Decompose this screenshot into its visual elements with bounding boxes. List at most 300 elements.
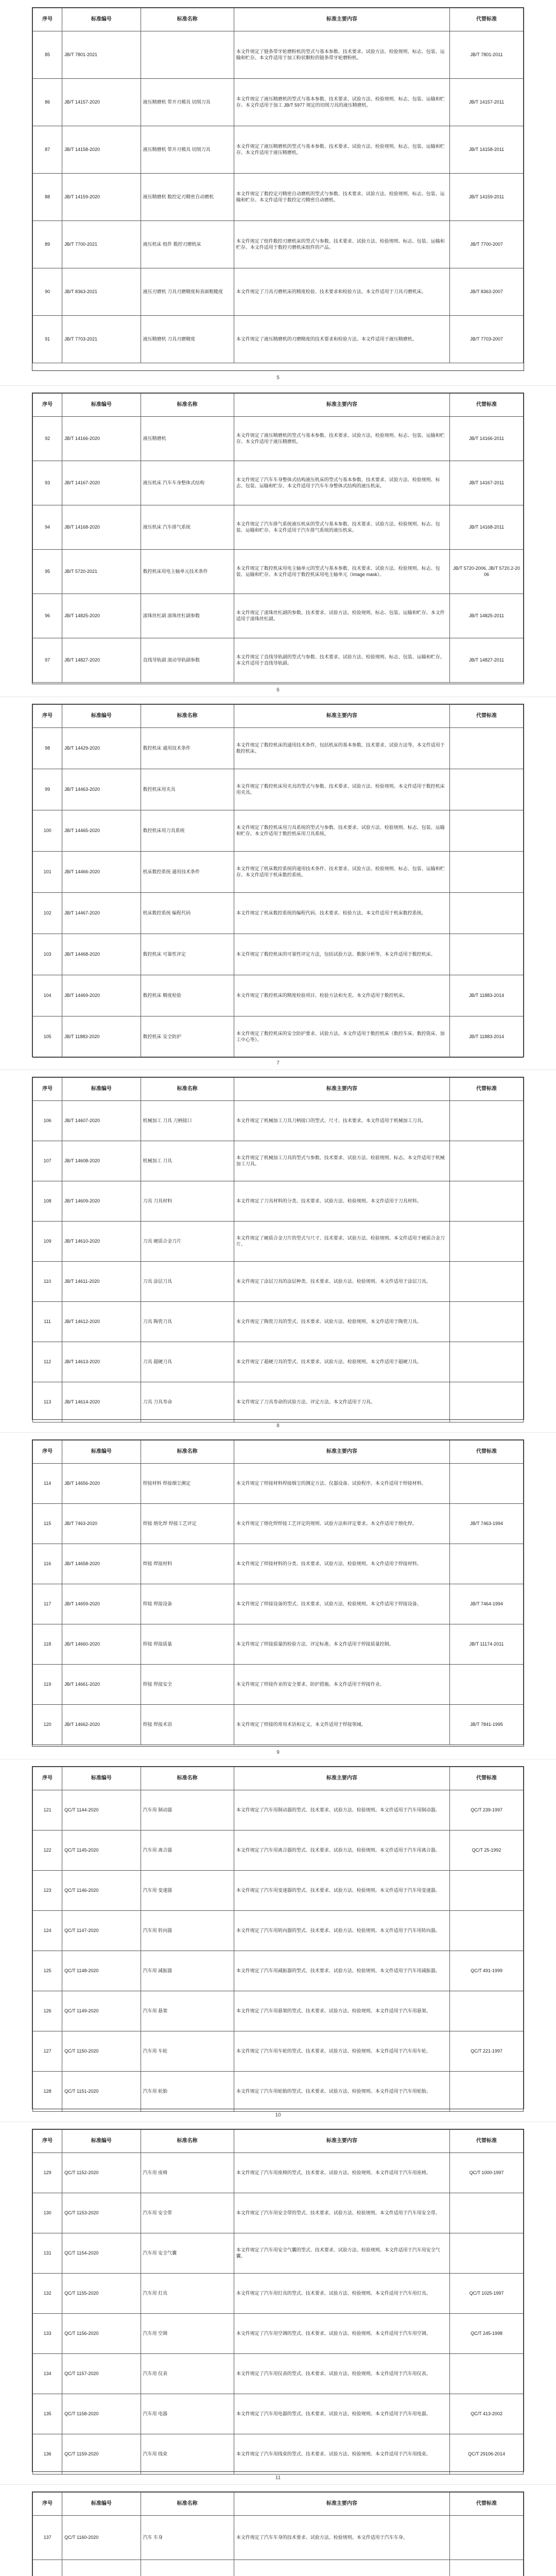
cell-replace: QC/T 245-1998 <box>450 2314 524 2354</box>
standards-table <box>32 1077 524 1422</box>
cell-code: JB/T 14467-2020 <box>62 893 141 934</box>
header-code: 标准编号 <box>62 705 141 728</box>
cell-code: JB/T 7801-2021 <box>62 31 141 79</box>
standards-table <box>32 2129 524 2475</box>
cell-content: 本文件规定了硬质合金刀片的型式与尺寸、技术要求、试验方法、检验规则。本文件适用于硬质合金刀片。 <box>234 1222 449 1262</box>
cell-content: 本文件规定了刀具刃磨机床的精度检验、技术要求和检验方法。本文件适用于刀具刃磨机床。 <box>234 268 449 316</box>
table-row <box>33 975 524 1016</box>
cell-no: 111 <box>33 1302 62 1342</box>
cell-no: 97 <box>33 638 62 683</box>
table-row <box>33 126 524 174</box>
cell-replace <box>450 2354 524 2394</box>
cell-replace: JB/T 7463-1994 <box>450 1504 524 1544</box>
cell-name: 焊接 焊接材料 <box>141 1544 234 1584</box>
cell-no: 115 <box>33 1504 62 1544</box>
cell-code: JB/T 14609-2020 <box>62 1181 141 1222</box>
cell-no: 130 <box>33 2193 62 2233</box>
cell-name: 刀具 陶瓷刀具 <box>141 1302 234 1342</box>
cell-content: 本文件规定了液压精磨机的刃磨精度的技术要求和检验方法。本文件适用于液压精磨机。 <box>234 316 449 363</box>
cell-content: 本文件规定了焊接质量的检验方法、评定标准。本文件适用于焊接质量控制。 <box>234 1624 449 1665</box>
cell-replace: QC/T 1025-1997 <box>450 2274 524 2314</box>
cell-replace <box>450 2193 524 2233</box>
cell-no: 132 <box>33 2274 62 2314</box>
cell-code: JB/T 14656-2020 <box>62 1464 141 1504</box>
cell-code: JB/T 14659-2020 <box>62 1584 141 1624</box>
cell-content: 本文件规定了汽车用车轮的型式、技术要求、试验方法、检验规则。本文件适用于汽车用车轮。 <box>234 2031 449 2072</box>
cell-code: JB/T 14469-2020 <box>62 975 141 1016</box>
cell-replace <box>450 934 524 975</box>
cell-replace: QC/T 29106-2014 <box>450 2434 524 2475</box>
cell-content: 本文件规定了链条带牙轮磨粉机的型式与基本参数、技术要求、试验方法、检验规则、标志、包装、运输和贮存。本文件适用于加工粉状颗粒的链条带牙轮磨粉机。 <box>234 31 449 79</box>
cell-content: 本文件规定了焊接设备的型式、技术要求、试验方法、检验规则。本文件适用于焊接设备。 <box>234 1584 449 1624</box>
cell-content: 本文件规定了汽车排气系统液压机床的型式与基本参数、技术要求、试验方法、检验规则、标志、包装、运输和贮存。本文件适用于汽车排气系统的液压机床。 <box>234 505 449 550</box>
table-row <box>33 1584 524 1624</box>
header-name: 标准名称 <box>141 2130 234 2153</box>
header-name: 标准名称 <box>141 1767 234 1790</box>
cell-content: 本文件规定了汽车用座椅的型式、技术要求、试验方法、检验规则。本文件适用于汽车用座椅。 <box>234 2153 449 2193</box>
cell-no: 125 <box>33 1951 62 1991</box>
cell-no: 116 <box>33 1544 62 1584</box>
page-separator <box>0 1432 556 1433</box>
table-row <box>33 1831 524 1871</box>
cell-replace <box>450 728 524 769</box>
page-number: 5 <box>276 375 280 381</box>
table-row <box>33 1382 524 1422</box>
cell-code: JB/T 14168-2020 <box>62 505 141 550</box>
standards-table <box>32 704 524 1058</box>
cell-no: 133 <box>33 2314 62 2354</box>
cell-no: 122 <box>33 1831 62 1871</box>
cell-name: 焊接 焊接术语 <box>141 1705 234 1745</box>
cell-code: JB/T 14608-2020 <box>62 1141 141 1181</box>
header-code: 标准编号 <box>62 1767 141 1790</box>
cell-replace <box>450 2560 524 2576</box>
table-row <box>33 1665 524 1705</box>
cell-name: 数控机床 精度检验 <box>141 975 234 1016</box>
cell-replace <box>450 1464 524 1504</box>
table-row <box>33 1302 524 1342</box>
header-content: 标准主要内容 <box>234 2130 449 2153</box>
cell-content: 本文件规定了数控机床的精度检验项目、检验方法和允差。本文件适用于数控机床。 <box>234 975 449 1016</box>
cell-replace <box>450 1911 524 1951</box>
cell-content: 本文件规定了数控定刃精密自动磨机的型式与参数、技术要求、试验方法、检验规则、标志、包装、运输和贮存。本文件适用于数控定刃精密自动磨机。 <box>234 174 449 221</box>
header-replace: 代替标准 <box>450 1767 524 1790</box>
cell-code: JB/T 14167-2020 <box>62 461 141 505</box>
cell-name: 数控机床用电主轴单元技术条件 <box>141 550 234 594</box>
table-row <box>33 1222 524 1262</box>
header-replace: 代替标准 <box>450 394 524 417</box>
cell-replace <box>450 1141 524 1181</box>
cell-replace <box>450 810 524 852</box>
cell-content: 本文件规定了机床数控系统的编程代码、技术要求、检验方法。本文件适用于机床数控系统。 <box>234 893 449 934</box>
cell-content: 本文件规定了焊接的常用术语和定义。本文件适用于焊接领域。 <box>234 1705 449 1745</box>
cell-content: 本文件规定了液压精磨机的型式与基本参数、技术要求、试验方法、检验规则、标志、包装、运输和贮存。本文件适用于加工 JB/T 5977 规定的切削刀具的液压精磨机。 <box>234 79 449 126</box>
cell-content: 本文件规定了陶瓷刀具的型式、技术要求、试验方法、检验规则。本文件适用于陶瓷刀具。 <box>234 1302 449 1342</box>
cell-code: QC/T 1146-2020 <box>62 1871 141 1911</box>
cell-content: 本文件规定了汽车用转向器的型式、技术要求、试验方法、检验规则。本文件适用于汽车用转向器。 <box>234 1911 449 1951</box>
cell-no: 105 <box>33 1016 62 1058</box>
cell-content: 本文件规定了数控机床的通用技术条件，包括机床的基本参数、技术要求、试验方法等。本文件适用于数控机床。 <box>234 728 449 769</box>
table-row <box>33 1911 524 1951</box>
cell-content: 本文件规定了汽车用安全气囊的型式、技术要求、试验方法、检验规则。本文件适用于汽车用安全气囊。 <box>234 2233 449 2274</box>
cell-no: 93 <box>33 461 62 505</box>
cell-no: 107 <box>33 1141 62 1181</box>
cell-replace: QC/T 491-1999 <box>450 1951 524 1991</box>
cell-content: 本文件规定了汽车用线束的型式、技术要求、试验方法、检验规则。本文件适用于汽车用线束。 <box>234 2434 449 2475</box>
cell-content: 本文件规定了数控机床的安全防护要求、试验方法。本文件适用于数控机床（数控车床、数控铣床、加工中心等）。 <box>234 1016 449 1058</box>
header-code: 标准编号 <box>62 8 141 31</box>
cell-code: JB/T 14658-2020 <box>62 1544 141 1584</box>
cell-code: JB/T 14465-2020 <box>62 810 141 852</box>
cell-name: 汽车用 转向器 <box>141 1911 234 1951</box>
standards-table-frame <box>32 2129 524 2472</box>
table-row <box>33 1790 524 1831</box>
page-11 <box>0 2124 556 2484</box>
page-number: 10 <box>275 2112 281 2118</box>
cell-replace: JB/T 7703-2007 <box>450 316 524 363</box>
cell-no: 124 <box>33 1911 62 1951</box>
table-row <box>33 505 524 550</box>
cell-name: 刀具 刀具材料 <box>141 1181 234 1222</box>
cell-replace: JB/T 14167-2011 <box>450 461 524 505</box>
cell-name: 焊接 焊接设备 <box>141 1584 234 1624</box>
cell-code: JB/T 7463-2020 <box>62 1504 141 1544</box>
cell-content: 本文件规定了机械加工刀具刀柄接口的型式、尺寸、技术要求。本文件适用于机械加工刀具。 <box>234 1101 449 1141</box>
cell-replace <box>450 769 524 810</box>
table-row <box>33 1705 524 1745</box>
cell-code <box>62 2560 141 2576</box>
page-number: 9 <box>276 1750 280 1755</box>
standards-table-frame <box>32 7 524 371</box>
cell-no: 121 <box>33 1790 62 1831</box>
standards-table-frame <box>32 1439 524 1747</box>
cell-code: QC/T 1158-2020 <box>62 2394 141 2434</box>
cell-code: QC/T 1153-2020 <box>62 2193 141 2233</box>
cell-replace: JB/T 14158-2011 <box>450 126 524 174</box>
header-replace: 代替标准 <box>450 1440 524 1464</box>
cell-content: 本文件规定了数控机床用刀具系统的型式与参数、技术要求、试验方法、检验规则、标志、包装、运输和贮存。本文件适用于数控机床用刀具系统。 <box>234 810 449 852</box>
cell-content: 本文件规定了液压精磨机的型式与基本参数、技术要求、试验方法、检验规则、标志、包装、运输和贮存。本文件适用于液压精磨机。 <box>234 126 449 174</box>
cell-replace: JB/T 7700-2007 <box>450 221 524 268</box>
cell-name <box>141 2560 234 2576</box>
cell-content: 本文件规定了滚珠丝杠副的参数、技术要求、试验方法、检验规则、标志、包装、运输和贮存。本文件适用于滚珠丝杠副。 <box>234 594 449 638</box>
table-row <box>33 594 524 638</box>
cell-content: 本文件规定了数控机床用电主轴单元的型式与基本参数、技术要求、试验方法、检验规则、标志、包装、运输和贮存。本文件适用于数控机床用电主轴单元（Image mask）。 <box>234 550 449 594</box>
cell-replace: JB/T 14825-2011 <box>450 594 524 638</box>
cell-name: 焊接材料 焊接烟尘测定 <box>141 1464 234 1504</box>
cell-no: 112 <box>33 1342 62 1382</box>
cell-no: 137 <box>33 2516 62 2560</box>
standards-table <box>32 393 524 683</box>
cell-code: JB/T 14661-2020 <box>62 1665 141 1705</box>
cell-no: 89 <box>33 221 62 268</box>
cell-name: 汽车用 离合器 <box>141 1831 234 1871</box>
cell-content: 本文件规定了直线导轨副的型式与参数、技术要求、试验方法、检验规则、标志、包装、运输和贮存。本文件适用于直线导轨副。 <box>234 638 449 683</box>
cell-content: 本文件规定了组件数控刃磨机床的型式与参数、技术要求、试验方法、检验规则、标志、包装、运输和贮存。本文件适用于数控刃磨机床组件的产品。 <box>234 221 449 268</box>
standards-table-frame <box>32 393 524 684</box>
cell-name: 数控机床 可靠性评定 <box>141 934 234 975</box>
cell-no: 120 <box>33 1705 62 1745</box>
cell-code: JB/T 14158-2020 <box>62 126 141 174</box>
table-row <box>33 1624 524 1665</box>
standards-table <box>32 2492 524 2576</box>
cell-no: 113 <box>33 1382 62 1422</box>
cell-content: 本文件规定了汽车用安全带的型式、技术要求、试验方法、检验规则。本文件适用于汽车用安全带。 <box>234 2193 449 2233</box>
cell-code: JB/T 14610-2020 <box>62 1222 141 1262</box>
cell-content: 本文件规定了汽车车身整体式结构液压机床的型式与基本参数、技术要求、试验方法、检验规则、标志、包装、运输和贮存。本文件适用于汽车车身整体式结构的液压机床。 <box>234 461 449 505</box>
cell-code: JB/T 7700-2021 <box>62 221 141 268</box>
cell-no: 108 <box>33 1181 62 1222</box>
header-content: 标准主要内容 <box>234 1767 449 1790</box>
header-no: 序号 <box>33 394 62 417</box>
cell-no: 103 <box>33 934 62 975</box>
table-row <box>33 316 524 363</box>
cell-no: 117 <box>33 1584 62 1624</box>
table-row <box>33 2153 524 2193</box>
header-code: 标准编号 <box>62 2130 141 2153</box>
cell-code: QC/T 1151-2020 <box>62 2072 141 2112</box>
cell-no: 131 <box>33 2233 62 2274</box>
cell-replace: QC/T 25-1992 <box>450 1831 524 1871</box>
cell-name: 液压刃磨机 刀具刃磨精度和表面粗糙度 <box>141 268 234 316</box>
cell-no: 87 <box>33 126 62 174</box>
cell-content <box>234 2560 449 2576</box>
cell-content: 本文件规定了超硬刀具的型式、技术要求、试验方法、检验规则。本文件适用于超硬刀具。 <box>234 1342 449 1382</box>
cell-no: 128 <box>33 2072 62 2112</box>
cell-replace: JB/T 7841-1995 <box>450 1705 524 1745</box>
cell-content: 本文件规定了汽车用电器的型式、技术要求、试验方法、检验规则。本文件适用于汽车用电器。 <box>234 2394 449 2434</box>
cell-replace: JB/T 14157-2011 <box>450 79 524 126</box>
header-no: 序号 <box>33 8 62 31</box>
page-12 <box>0 2486 556 2576</box>
cell-replace <box>450 1101 524 1141</box>
table-row <box>33 728 524 769</box>
standards-table-frame <box>32 1077 524 1420</box>
table-row <box>33 638 524 683</box>
cell-code: JB/T 11883-2020 <box>62 1016 141 1058</box>
header-content: 标准主要内容 <box>234 394 449 417</box>
cell-replace <box>450 2516 524 2560</box>
cell-replace: JB/T 11883-2014 <box>450 1016 524 1058</box>
cell-name: 机械加工 刀具 <box>141 1141 234 1181</box>
cell-replace: QC/T 1000-1997 <box>450 2153 524 2193</box>
cell-code: QC/T 1150-2020 <box>62 2031 141 2072</box>
cell-name: 汽车用 仪表 <box>141 2354 234 2394</box>
cell-name: 液压精磨机 带开刃模具 切削刀具 <box>141 79 234 126</box>
table-row <box>33 79 524 126</box>
cell-code: JB/T 14429-2020 <box>62 728 141 769</box>
cell-no: 114 <box>33 1464 62 1504</box>
header-code: 标准编号 <box>62 1078 141 1101</box>
cell-name: 汽车用 悬架 <box>141 1991 234 2031</box>
cell-no: 102 <box>33 893 62 934</box>
cell-replace <box>450 1871 524 1911</box>
cell-replace: JB/T 14166-2011 <box>450 417 524 461</box>
header-replace: 代替标准 <box>450 1078 524 1101</box>
cell-content: 本文件规定了汽车用仪表的型式、技术要求、试验方法、检验规则。本文件适用于汽车用仪表。 <box>234 2354 449 2394</box>
cell-code: JB/T 14662-2020 <box>62 1705 141 1745</box>
standards-table <box>32 1440 524 1745</box>
cell-code: QC/T 1160-2020 <box>62 2516 141 2560</box>
page-6 <box>0 387 556 697</box>
header-no: 序号 <box>33 1767 62 1790</box>
cell-name: 液压机床 汽车车身整体式结构 <box>141 461 234 505</box>
cell-no: 100 <box>33 810 62 852</box>
header-content: 标准主要内容 <box>234 1440 449 1464</box>
cell-name: 数控机床 通用技术条件 <box>141 728 234 769</box>
cell-name: 机床数控系统 编程代码 <box>141 893 234 934</box>
header-code: 标准编号 <box>62 1440 141 1464</box>
table-row <box>33 461 524 505</box>
cell-no: 118 <box>33 1624 62 1665</box>
cell-code: JB/T 14611-2020 <box>62 1262 141 1302</box>
cell-content: 本文件规定了汽车用灯具的型式、技术要求、试验方法、检验规则。本文件适用于汽车用灯具。 <box>234 2274 449 2314</box>
cell-replace: QC/T 413-2002 <box>450 2394 524 2434</box>
cell-content: 本文件规定了液压精磨机的型式与基本参数、技术要求、试验方法、检验规则、标志、包装、运输和贮存。本文件适用于液压精磨机。 <box>234 417 449 461</box>
header-replace: 代替标准 <box>450 2493 524 2516</box>
cell-no: 88 <box>33 174 62 221</box>
cell-name: 汽车用 安全带 <box>141 2193 234 2233</box>
header-name: 标准名称 <box>141 705 234 728</box>
table-row <box>33 1951 524 1991</box>
header-name: 标准名称 <box>141 394 234 417</box>
cell-no: 101 <box>33 852 62 893</box>
cell-code: QC/T 1156-2020 <box>62 2314 141 2354</box>
header-name: 标准名称 <box>141 8 234 31</box>
cell-replace: JB/T 7464-1994 <box>450 1584 524 1624</box>
cell-name: 数控机床 安全防护 <box>141 1016 234 1058</box>
cell-replace: JB/T 11174-2011 <box>450 1624 524 1665</box>
cell-replace <box>450 1262 524 1302</box>
cell-no: 90 <box>33 268 62 316</box>
cell-no: 109 <box>33 1222 62 1262</box>
page-separator <box>0 385 556 386</box>
header-code: 标准编号 <box>62 394 141 417</box>
cell-content: 本文件规定了焊接材料的分类、技术要求、试验方法、检验规则。本文件适用于焊接材料。 <box>234 1544 449 1584</box>
cell-content: 本文件规定了汽车用离合器的型式、技术要求、试验方法、检验规则。本文件适用于汽车用离合器。 <box>234 1831 449 1871</box>
standards-table-frame <box>32 2492 524 2576</box>
cell-content: 本文件规定了数控机床用夹具的型式与参数、技术要求、试验方法、检验规则。本文件适用于数控机床用夹具。 <box>234 769 449 810</box>
cell-replace: JB/T 14168-2011 <box>450 505 524 550</box>
table-row <box>33 2516 524 2560</box>
table-row <box>33 2394 524 2434</box>
cell-code: JB/T 14159-2020 <box>62 174 141 221</box>
standards-table-frame <box>32 1766 524 2109</box>
cell-no: 99 <box>33 769 62 810</box>
cell-replace <box>450 1991 524 2031</box>
standards-table-frame <box>32 704 524 1057</box>
cell-replace: JB/T 14159-2011 <box>450 174 524 221</box>
cell-replace: QC/T 239-1997 <box>450 1790 524 1831</box>
header-no: 序号 <box>33 1440 62 1464</box>
cell-code: JB/T 14614-2020 <box>62 1382 141 1422</box>
table-row <box>33 852 524 893</box>
header-replace: 代替标准 <box>450 705 524 728</box>
cell-name: 焊接 熔化焊 焊接工艺评定 <box>141 1504 234 1544</box>
cell-code: QC/T 1159-2020 <box>62 2434 141 2475</box>
cell-code: JB/T 14612-2020 <box>62 1302 141 1342</box>
page-8 <box>0 1072 556 1432</box>
table-row <box>33 769 524 810</box>
cell-name: 汽车 车身 <box>141 2516 234 2560</box>
cell-name: 直线导轨副 滚动导轨副参数 <box>141 638 234 683</box>
cell-name: 汽车用 电器 <box>141 2394 234 2434</box>
header-code: 标准编号 <box>62 2493 141 2516</box>
table-row <box>33 550 524 594</box>
cell-no: 129 <box>33 2153 62 2193</box>
cell-no: 136 <box>33 2434 62 2475</box>
cell-no: 127 <box>33 2031 62 2072</box>
page-separator <box>0 2484 556 2485</box>
cell-name: 液压精磨机 刀具刃磨精度 <box>141 316 234 363</box>
cell-code: JB/T 14166-2020 <box>62 417 141 461</box>
header-replace: 代替标准 <box>450 2130 524 2153</box>
table-row <box>33 1101 524 1141</box>
cell-content: 本文件规定了焊接作业的安全要求、防护措施。本文件适用于焊接作业。 <box>234 1665 449 1705</box>
header-content: 标准主要内容 <box>234 1078 449 1101</box>
cell-code: JB/T 14613-2020 <box>62 1342 141 1382</box>
cell-name: 汽车用 减振器 <box>141 1951 234 1991</box>
cell-replace: JB/T 5720-2006, JB/T 5720.2-2006 <box>450 550 524 594</box>
cell-no: 92 <box>33 417 62 461</box>
cell-no: 85 <box>33 31 62 79</box>
cell-replace <box>450 852 524 893</box>
page-10 <box>0 1761 556 2122</box>
cell-content: 本文件规定了机床数控系统的通用技术条件、技术要求、试验方法、检验规则、标志、包装、运输和贮存。本文件适用于机床数控系统。 <box>234 852 449 893</box>
cell-code: JB/T 8363-2021 <box>62 268 141 316</box>
cell-no: 110 <box>33 1262 62 1302</box>
page-number: 6 <box>276 687 280 693</box>
cell-code: QC/T 1154-2020 <box>62 2233 141 2274</box>
table-row <box>33 2434 524 2475</box>
header-no: 序号 <box>33 2130 62 2153</box>
cell-name: 汽车用 轮胎 <box>141 2072 234 2112</box>
cell-code: JB/T 14825-2020 <box>62 594 141 638</box>
cell-name: 机床数控系统 通用技术条件 <box>141 852 234 893</box>
table-row <box>33 2193 524 2233</box>
cell-replace: JB/T 11883-2014 <box>450 975 524 1016</box>
table-row <box>33 174 524 221</box>
table-row <box>33 934 524 975</box>
cell-name: 液压精磨机 <box>141 417 234 461</box>
cell-content: 本文件规定了刀具寿命的试验方法、评定方法。本文件适用于刀具。 <box>234 1382 449 1422</box>
table-row <box>33 268 524 316</box>
cell-name: 汽车用 制动器 <box>141 1790 234 1831</box>
cell-name: 汽车用 安全气囊 <box>141 2233 234 2274</box>
cell-content: 本文件规定了熔化焊焊接工艺评定的规则、试验方法和评定要求。本文件适用于熔化焊。 <box>234 1504 449 1544</box>
cell-no: 126 <box>33 1991 62 2031</box>
cell-code: QC/T 1157-2020 <box>62 2354 141 2394</box>
cell-replace: JB/T 14827-2011 <box>450 638 524 683</box>
cell-name: 刀具 刀具寿命 <box>141 1382 234 1422</box>
cell-content: 本文件规定了焊接材料焊接烟尘的测定方法、仪器设备、试验程序。本文件适用于焊接材料。 <box>234 1464 449 1504</box>
cell-name: 液压机床 组件 数控刃磨机床 <box>141 221 234 268</box>
cell-content: 本文件规定了刀具材料的分类、技术要求、试验方法、检验规则。本文件适用于刀具材料。 <box>234 1181 449 1222</box>
cell-replace <box>450 2072 524 2112</box>
table-row <box>33 1544 524 1584</box>
header-no: 序号 <box>33 2493 62 2516</box>
cell-no: 86 <box>33 79 62 126</box>
header-name: 标准名称 <box>141 1078 234 1101</box>
table-row <box>33 893 524 934</box>
cell-content: 本文件规定了涂层刀具的涂层种类、技术要求、试验方法、检验规则。本文件适用于涂层刀具。 <box>234 1262 449 1302</box>
cell-code: QC/T 1149-2020 <box>62 1991 141 2031</box>
cell-content: 本文件规定了汽车车身的技术要求、试验方法、检验规则。本文件适用于汽车车身。 <box>234 2516 449 2560</box>
table-row <box>33 1871 524 1911</box>
cell-content: 本文件规定了数控机床的可靠性评定方法，包括试验方法、数据分析等。本文件适用于数控机床。 <box>234 934 449 975</box>
cell-code: QC/T 1147-2020 <box>62 1911 141 1951</box>
cell-content: 本文件规定了机械加工刀具的型式与参数、技术要求、试验方法、检验规则、标志。本文件适用于机械加工刀具。 <box>234 1141 449 1181</box>
